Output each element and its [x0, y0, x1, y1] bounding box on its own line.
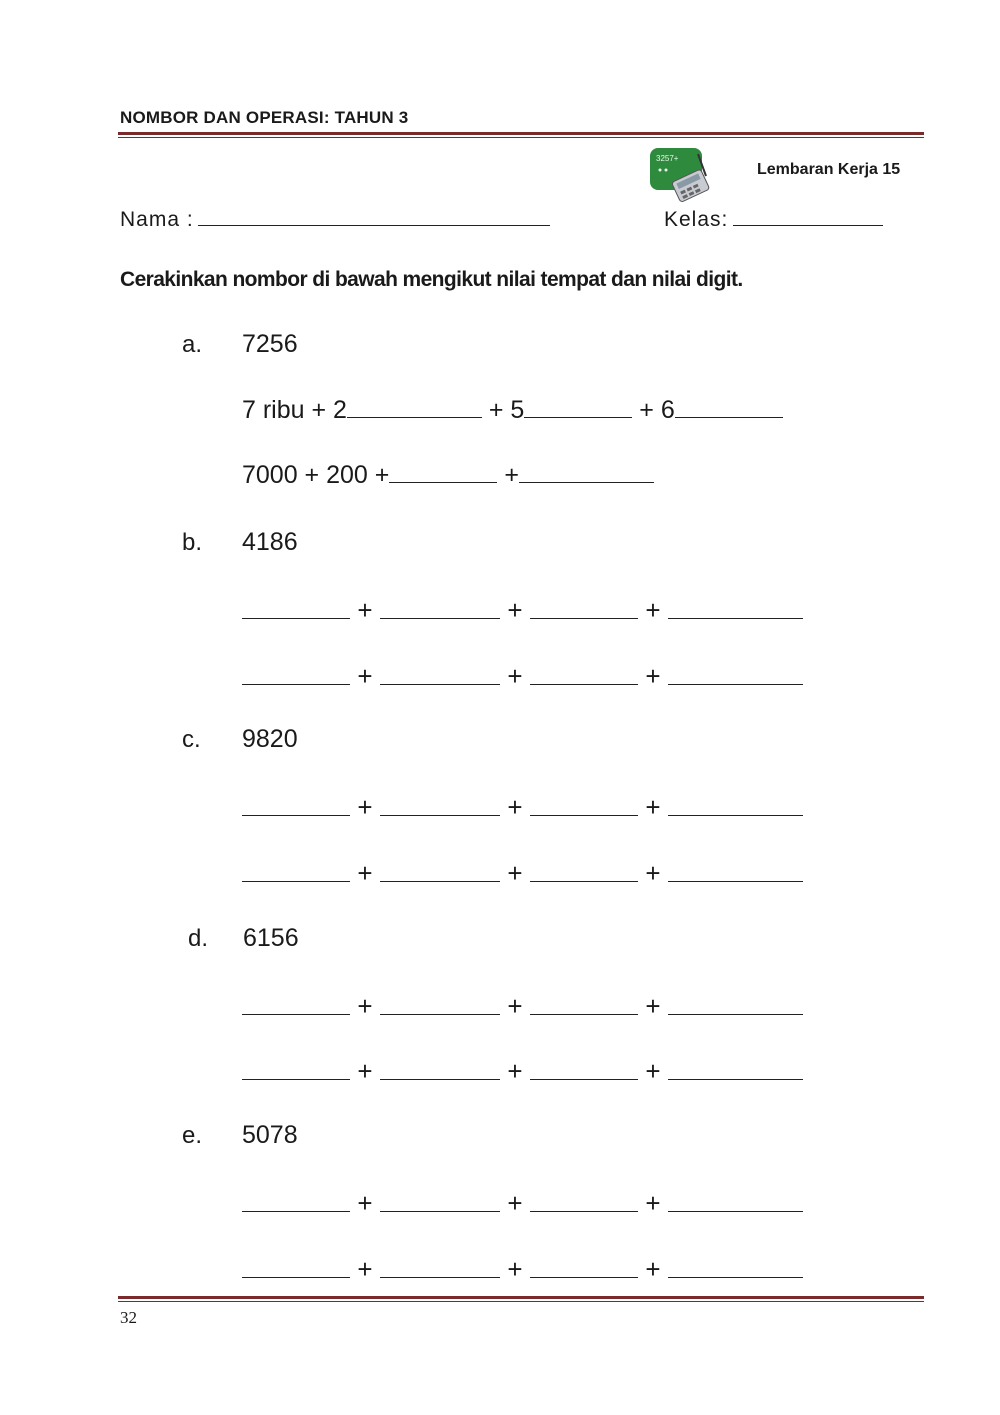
answer-blank[interactable]: [242, 795, 350, 816]
answer-blank[interactable]: [530, 861, 638, 882]
plus-sign: +: [357, 858, 373, 888]
answer-blank[interactable]: [530, 1059, 638, 1080]
question-letter: a.: [182, 331, 203, 358]
plus-sign: +: [357, 991, 373, 1021]
plus-sign: +: [507, 595, 523, 625]
plus-sign: +: [507, 858, 523, 888]
answer-blank[interactable]: [668, 795, 803, 816]
plus-sign: +: [645, 1056, 661, 1086]
answer-blank[interactable]: [530, 795, 638, 816]
answer-blank[interactable]: [380, 1059, 500, 1080]
answer-blank[interactable]: [242, 664, 350, 685]
plus-sign: +: [507, 991, 523, 1021]
answer-blank[interactable]: [668, 994, 803, 1015]
plus-sign: +: [357, 661, 373, 691]
answer-blank[interactable]: [668, 861, 803, 882]
answer-blank[interactable]: [242, 861, 350, 882]
plus-sign: +: [507, 792, 523, 822]
plus-sign: +: [357, 1254, 373, 1284]
answer-line: [242, 858, 803, 889]
question-letter: c.: [182, 726, 201, 753]
plus-sign: +: [645, 1254, 661, 1284]
plus-sign: +: [507, 1188, 523, 1218]
answer-blank[interactable]: [380, 795, 500, 816]
answer-blank[interactable]: [380, 861, 500, 882]
answer-line: [242, 792, 803, 823]
question-number: 5078: [242, 1121, 298, 1149]
header-rule: [118, 132, 924, 138]
question-letter: d.: [188, 925, 209, 952]
instruction-text: Cerakinkan nombor di bawah mengikut nilai tempat dan nilai digit.: [120, 268, 743, 291]
expansion-text: + 6: [639, 396, 675, 424]
plus-sign: +: [645, 1188, 661, 1218]
answer-blank[interactable]: [389, 462, 497, 483]
answer-blank[interactable]: [380, 664, 500, 685]
expansion-text: 7000 + 200 +: [242, 461, 390, 489]
answer-line: [242, 1188, 803, 1219]
page-number: 32: [120, 1308, 137, 1327]
expansion-text: +: [504, 461, 519, 489]
answer-blank[interactable]: [242, 1191, 350, 1212]
answer-blank[interactable]: [530, 1257, 638, 1278]
plus-sign: +: [507, 1056, 523, 1086]
answer-blank[interactable]: [668, 1257, 803, 1278]
name-field-row: [120, 205, 550, 232]
header-title: NOMBOR DAN OPERASI: TAHUN 3: [120, 108, 409, 127]
answer-blank[interactable]: [668, 1191, 803, 1212]
answer-blank[interactable]: [668, 664, 803, 685]
answer-line: [242, 1254, 803, 1285]
plus-sign: +: [645, 991, 661, 1021]
answer-line: [242, 991, 803, 1022]
answer-blank[interactable]: [530, 598, 638, 619]
question-number: 7256: [242, 330, 298, 358]
answer-blank[interactable]: [380, 1191, 500, 1212]
answer-blank[interactable]: [347, 397, 482, 418]
question-number: 9820: [242, 725, 298, 753]
plus-sign: +: [645, 595, 661, 625]
answer-blank[interactable]: [242, 1059, 350, 1080]
plus-sign: +: [357, 1056, 373, 1086]
plus-sign: +: [357, 1188, 373, 1218]
plus-sign: +: [645, 858, 661, 888]
calculator-logo-icon: [648, 146, 716, 204]
answer-blank[interactable]: [380, 994, 500, 1015]
plus-sign: +: [645, 661, 661, 691]
answer-line: [242, 595, 803, 626]
answer-blank[interactable]: [524, 397, 632, 418]
class-blank[interactable]: [733, 205, 883, 226]
plus-sign: +: [507, 661, 523, 691]
class-label: Kelas:: [664, 208, 729, 231]
answer-blank[interactable]: [530, 664, 638, 685]
expansion-text: 7 ribu + 2: [242, 396, 347, 424]
logo-text: 3257+: [656, 154, 679, 163]
plus-sign: +: [357, 595, 373, 625]
answer-blank[interactable]: [530, 1191, 638, 1212]
answer-blank[interactable]: [668, 1059, 803, 1080]
worksheet-label: Lembaran Kerja 15: [757, 161, 901, 178]
answer-blank[interactable]: [668, 598, 803, 619]
class-field-row: [664, 205, 883, 232]
answer-blank[interactable]: [519, 462, 654, 483]
question-number: 6156: [243, 924, 299, 952]
answer-blank[interactable]: [242, 598, 350, 619]
plus-sign: +: [645, 792, 661, 822]
plus-sign: +: [507, 1254, 523, 1284]
answer-blank[interactable]: [675, 397, 783, 418]
question-letter: e.: [182, 1122, 203, 1149]
answer-blank[interactable]: [242, 994, 350, 1015]
answer-line: [242, 1056, 803, 1087]
question-number: 4186: [242, 528, 298, 556]
answer-blank[interactable]: [380, 598, 500, 619]
answer-blank[interactable]: [380, 1257, 500, 1278]
name-blank[interactable]: [198, 205, 550, 226]
answer-blank[interactable]: [242, 1257, 350, 1278]
name-label: Nama :: [120, 208, 194, 231]
expansion-text: + 5: [488, 396, 525, 424]
answer-line: [242, 661, 803, 692]
answer-line: [242, 461, 654, 490]
question-letter: b.: [182, 529, 203, 556]
footer-rule: [118, 1296, 924, 1302]
plus-sign: +: [357, 792, 373, 822]
answer-blank[interactable]: [530, 994, 638, 1015]
answer-line: [242, 396, 783, 425]
